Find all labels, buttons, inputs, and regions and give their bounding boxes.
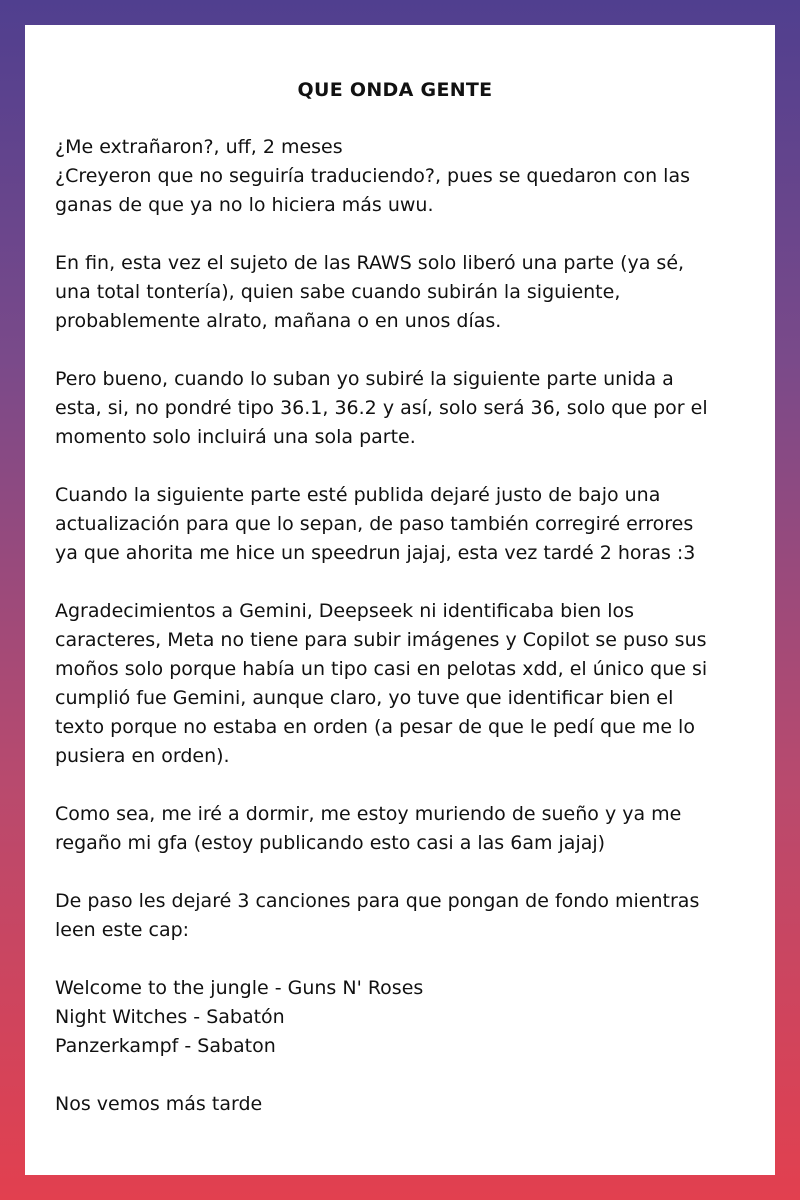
text-line: Pero bueno, cuando lo suban yo subiré la siguiente parte unida a (55, 368, 674, 390)
text-line: De paso les dejaré 3 canciones para que pongan de fondo mientras (55, 890, 700, 912)
text-line: En fin, esta vez el sujeto de las RAWS solo liberó una parte (ya sé, (55, 252, 685, 274)
paragraph (55, 800, 735, 858)
document-body (55, 133, 735, 1119)
text-line: una total tontería), quien sabe cuando subirán la siguiente, (55, 281, 621, 303)
text-line: ganas de que ya no lo hiciera más uwu. (55, 194, 434, 216)
text-line: ¿Creyeron que no seguiría traduciendo?, pues se quedaron con las (55, 165, 690, 187)
paragraph (55, 887, 735, 945)
paragraph (55, 249, 735, 336)
text-line: Welcome to the jungle - Guns N' Roses (55, 977, 424, 999)
text-line: cumplió fue Gemini, aunque claro, yo tuve que identificar bien el (55, 687, 674, 709)
text-line: actualización para que lo sepan, de paso también corregiré errores (55, 513, 694, 535)
paragraph (55, 133, 735, 220)
text-line: probablemente alrato, mañana o en unos días. (55, 310, 502, 332)
document-card (25, 25, 775, 1175)
text-line: momento solo incluirá una sola parte. (55, 426, 416, 448)
text-line: esta, si, no pondré tipo 36.1, 36.2 y así, solo será 36, solo que por el (55, 397, 708, 419)
text-line: texto porque no estaba en orden (a pesar de que le pedí que me lo (55, 716, 695, 738)
paragraph (55, 365, 735, 452)
paragraph (55, 974, 735, 1061)
text-line: Panzerkampf - Sabaton (55, 1035, 276, 1057)
text-line: regaño mi gfa (estoy publicando esto casi a las 6am jajaj) (55, 832, 606, 854)
text-line: ¿Me extrañaron?, uff, 2 meses (55, 136, 343, 158)
paragraph (55, 597, 735, 771)
paragraph (55, 481, 735, 568)
text-line: moños solo porque había un tipo casi en pelotas xdd, el único que si (55, 658, 708, 680)
text-line: leen este cap: (55, 919, 190, 941)
text-line: caracteres, Meta no tiene para subir imágenes y Copilot se puso sus (55, 629, 707, 651)
page-title: QUE ONDA GENTE (297, 79, 493, 101)
text-line: Cuando la siguiente parte esté publida dejaré justo de bajo una (55, 484, 661, 506)
text-line: Night Witches - Sabatón (55, 1006, 285, 1028)
text-line: Agradecimientos a Gemini, Deepseek ni identificaba bien los (55, 600, 635, 622)
text-line: ya que ahorita me hice un speedrun jajaj, esta vez tardé 2 horas :3 (55, 542, 696, 564)
text-line: Como sea, me iré a dormir, me estoy muriendo de sueño y ya me (55, 803, 682, 825)
paragraph (55, 1090, 735, 1119)
text-line: pusiera en orden). (55, 745, 230, 767)
text-line: Nos vemos más tarde (55, 1093, 263, 1115)
